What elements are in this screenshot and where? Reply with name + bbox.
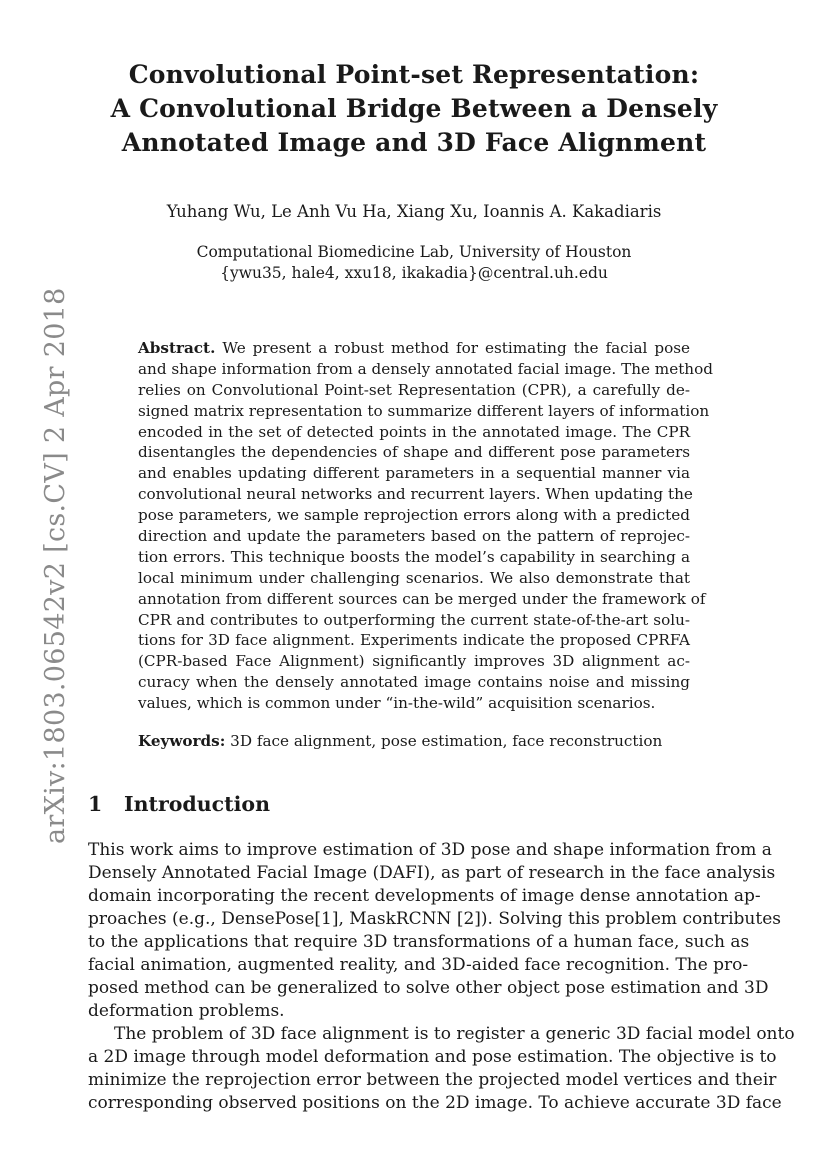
section-number: 1	[88, 792, 103, 816]
body-line: proaches (e.g., DensePose[1], MaskRCNN [2]). Solving this problem contributes	[88, 909, 781, 929]
abstract-line: local minimum under challenging scenarios. We also demonstrate that	[138, 568, 690, 587]
body-line: deformation problems.	[88, 1001, 285, 1021]
abstract-line: annotation from different sources can be merged under the framework of	[138, 589, 706, 608]
abstract-line: direction and update the parameters based on the pattern of reprojec-	[138, 527, 690, 546]
author-list: Yuhang Wu, Le Anh Vu Ha, Xiang Xu, Ioannis A. Kakadiaris	[166, 202, 662, 221]
title-line: A Convolutional Bridge Between a Densely	[110, 94, 718, 123]
keywords-label: Keywords:	[138, 732, 226, 750]
affiliation-emails: {ywu35, hale4, xxu18, ikakadia}@central.uh.edu	[220, 264, 608, 282]
abstract-line: tion errors. This technique boosts the model’s capability in searching a	[138, 547, 690, 566]
keywords	[138, 731, 698, 752]
abstract-text: We present a robust method for estimating the facial pose	[215, 339, 690, 357]
title-line: Annotated Image and 3D Face Alignment	[121, 128, 707, 157]
abstract-line: signed matrix representation to summarize different layers of information	[138, 401, 710, 420]
abstract-line: and shape information from a densely annotated facial image. The method	[138, 359, 713, 378]
abstract-line: disentangles the dependencies of shape and different pose parameters	[138, 443, 690, 462]
arxiv-identifier-stamp: arXiv:1803.06542v2 [cs.CV] 2 Apr 2018	[40, 287, 71, 844]
paper-title	[90, 58, 738, 160]
body-line: facial animation, augmented reality, and 3D-aided face recognition. The pro-	[88, 955, 749, 975]
abstract-line: convolutional neural networks and recurrent layers. When updating the	[138, 485, 693, 504]
section-title: Introduction	[124, 792, 270, 816]
introduction-body	[88, 839, 795, 1115]
body-line: This work aims to improve estimation of 3D pose and shape information from a	[88, 840, 772, 860]
affiliation-institution: Computational Biomedicine Lab, University of Houston	[196, 243, 632, 261]
abstract-line: encoded in the set of detected points in the annotated image. The CPR	[138, 422, 690, 441]
abstract-line: values, which is common under “in-the-wild” acquisition scenarios.	[138, 694, 656, 713]
body-line: domain incorporating the recent developments of image dense annotation ap-	[88, 886, 761, 906]
abstract-line: (CPR-based Face Alignment) significantly improves 3D alignment ac-	[138, 652, 690, 671]
body-line: posed method can be generalized to solve other object pose estimation and 3D	[88, 978, 769, 998]
title-line: Convolutional Point-set Representation:	[128, 60, 700, 89]
body-line: minimize the reprojection error between the projected model vertices and their	[88, 1070, 777, 1090]
abstract-line: CPR and contributes to outperforming the current state-of-the-art solu-	[138, 610, 690, 629]
abstract-label: Abstract.	[138, 339, 216, 357]
abstract-line: curacy when the densely annotated image contains noise and missing	[138, 673, 690, 692]
abstract-line: and enables updating different parameters in a sequential manner via	[138, 464, 690, 483]
body-line: Densely Annotated Facial Image (DAFI), as part of research in the face analysis	[88, 863, 776, 883]
body-line: The problem of 3D face alignment is to register a generic 3D facial model onto	[114, 1024, 795, 1044]
body-line: a 2D image through model deformation and pose estimation. The objective is to	[88, 1047, 777, 1067]
body-line: to the applications that require 3D transformations of a human face, such as	[88, 932, 750, 952]
abstract	[138, 338, 713, 714]
abstract-line	[138, 338, 690, 359]
affiliation	[90, 242, 738, 284]
keywords-text: 3D face alignment, pose estimation, face reconstruction	[225, 732, 663, 750]
abstract-line: relies on Convolutional Point-set Representation (CPR), a carefully de-	[138, 380, 690, 399]
abstract-line: pose parameters, we sample reprojection errors along with a predicted	[138, 506, 690, 525]
section-heading	[88, 790, 270, 818]
body-line: corresponding observed positions on the 2D image. To achieve accurate 3D face	[88, 1093, 782, 1113]
abstract-line: tions for 3D face alignment. Experiments indicate the proposed CPRFA	[138, 631, 690, 650]
